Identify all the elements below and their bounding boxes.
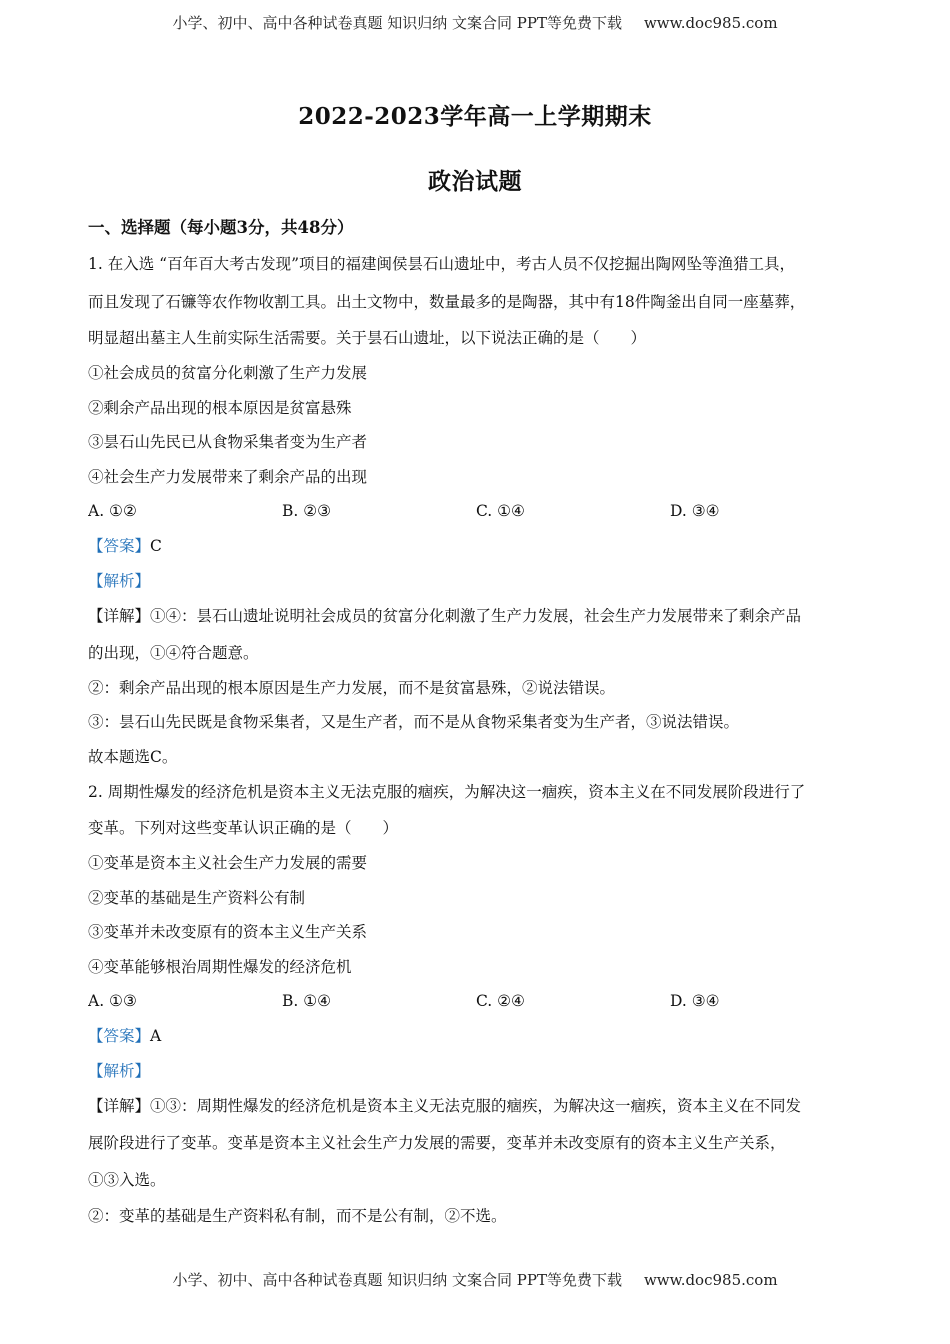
q2-analysis-label: 【解析】 [88, 1062, 151, 1080]
section-heading: 一、选择题（每小题3分，共48分） [88, 218, 354, 237]
q2-answer-value: A [150, 1027, 162, 1045]
q2-detail-line-4: ②：变革的基础是生产资料私有制，而不是公有制，②不选。 [88, 1207, 507, 1225]
q1-item-1: ①社会成员的贫富分化刺激了生产力发展 [88, 364, 368, 382]
footer-site-link[interactable]: www.doc985.com [643, 1271, 778, 1289]
q2-answer-line [88, 1026, 868, 1046]
exam-subject-title: 政治试题 [428, 168, 522, 195]
q2-option-b[interactable]: B. ①④ [282, 992, 332, 1010]
q1-stem-line-3: 明显超出墓主人生前实际生活需要。关于昙石山遗址，以下说法正确的是（ ） [88, 329, 647, 347]
q1-answer-value: C [150, 537, 162, 555]
q2-item-3: ③变革并未改变原有的资本主义生产关系 [88, 923, 368, 941]
q2-detail-line-2: 展阶段进行了变革。变革是资本主义社会生产力发展的需要，变革并未改变原有的资本主义生产关系， [88, 1134, 786, 1152]
q1-detail-text-1: ①④：昙石山遗址说明社会成员的贫富分化刺激了生产力发展，社会生产力发展带来了剩余产品 [150, 607, 802, 625]
q1-analysis-label: 【解析】 [88, 572, 151, 590]
q2-option-c[interactable]: C. ②④ [476, 992, 525, 1010]
q1-detail-line-2: 的出现，①④符合题意。 [88, 644, 259, 662]
q2-answer-label: 【答案】 [88, 1027, 151, 1045]
q1-item-3: ③昙石山先民已从食物采集者变为生产者 [88, 433, 368, 451]
exam-title: 2022-2023学年高一上学期期末 [298, 103, 652, 130]
q1-options [88, 501, 868, 523]
q1-stem-line-2: 而且发现了石镰等农作物收割工具。出土文物中，数量最多的是陶器，其中有18件陶釜出自同一座墓葬， [88, 293, 806, 311]
page-footer [0, 1269, 950, 1290]
q1-detail-line-1 [88, 606, 868, 626]
q2-options [88, 991, 868, 1013]
q1-detail-line-3: ②：剩余产品出现的根本原因是生产力发展，而不是贫富悬殊，②说法错误。 [88, 679, 616, 697]
page-header [0, 12, 950, 33]
q2-option-a[interactable]: A. ①③ [88, 992, 137, 1010]
q1-answer-label: 【答案】 [88, 537, 151, 555]
q2-item-2: ②变革的基础是生产资料公有制 [88, 889, 306, 907]
q1-detail-line-5: 故本题选C。 [88, 748, 178, 766]
q1-item-2: ②剩余产品出现的根本原因是贫富悬殊 [88, 399, 352, 417]
q1-item-4: ④社会生产力发展带来了剩余产品的出现 [88, 468, 368, 486]
q2-detail-line-3: ①③入选。 [88, 1171, 166, 1189]
q2-option-d[interactable]: D. ③④ [670, 992, 720, 1010]
q2-detail-line-1 [88, 1096, 868, 1116]
q2-detail-label: 【详解】 [88, 1097, 151, 1115]
q2-item-4: ④变革能够根治周期性爆发的经济危机 [88, 958, 352, 976]
q1-detail-line-4: ③：昙石山先民既是食物采集者，又是生产者，而不是从食物采集者变为生产者，③说法错误。 [88, 713, 740, 731]
header-text: 小学、初中、高中各种试卷真题 知识归纳 文案合同 PPT等免费下载 [172, 14, 622, 32]
q2-item-1: ①变革是资本主义社会生产力发展的需要 [88, 854, 368, 872]
q1-stem-line-1: 1. 在入选 “百年百大考古发现”项目的福建闽侯昙石山遗址中，考古人员不仅挖掘出陶网坠等渔猎工具， [88, 255, 795, 273]
footer-text: 小学、初中、高中各种试卷真题 知识归纳 文案合同 PPT等免费下载 [172, 1271, 622, 1289]
q1-answer-line [88, 536, 868, 556]
q2-stem-line-1: 2. 周期性爆发的经济危机是资本主义无法克服的痼疾，为解决这一痼疾，资本主义在不同发展阶段进行了 [88, 783, 806, 801]
q1-detail-label: 【详解】 [88, 607, 151, 625]
q2-stem-line-2: 变革。下列对这些变革认识正确的是（ ） [88, 819, 399, 837]
q1-option-d[interactable]: D. ③④ [670, 502, 720, 520]
q1-option-a[interactable]: A. ①② [88, 502, 137, 520]
q1-option-c[interactable]: C. ①④ [476, 502, 525, 520]
header-site-link[interactable]: www.doc985.com [643, 14, 778, 32]
q1-option-b[interactable]: B. ②③ [282, 502, 332, 520]
q2-detail-text-1: ①③：周期性爆发的经济危机是资本主义无法克服的痼疾，为解决这一痼疾，资本主义在不同发 [150, 1097, 802, 1115]
